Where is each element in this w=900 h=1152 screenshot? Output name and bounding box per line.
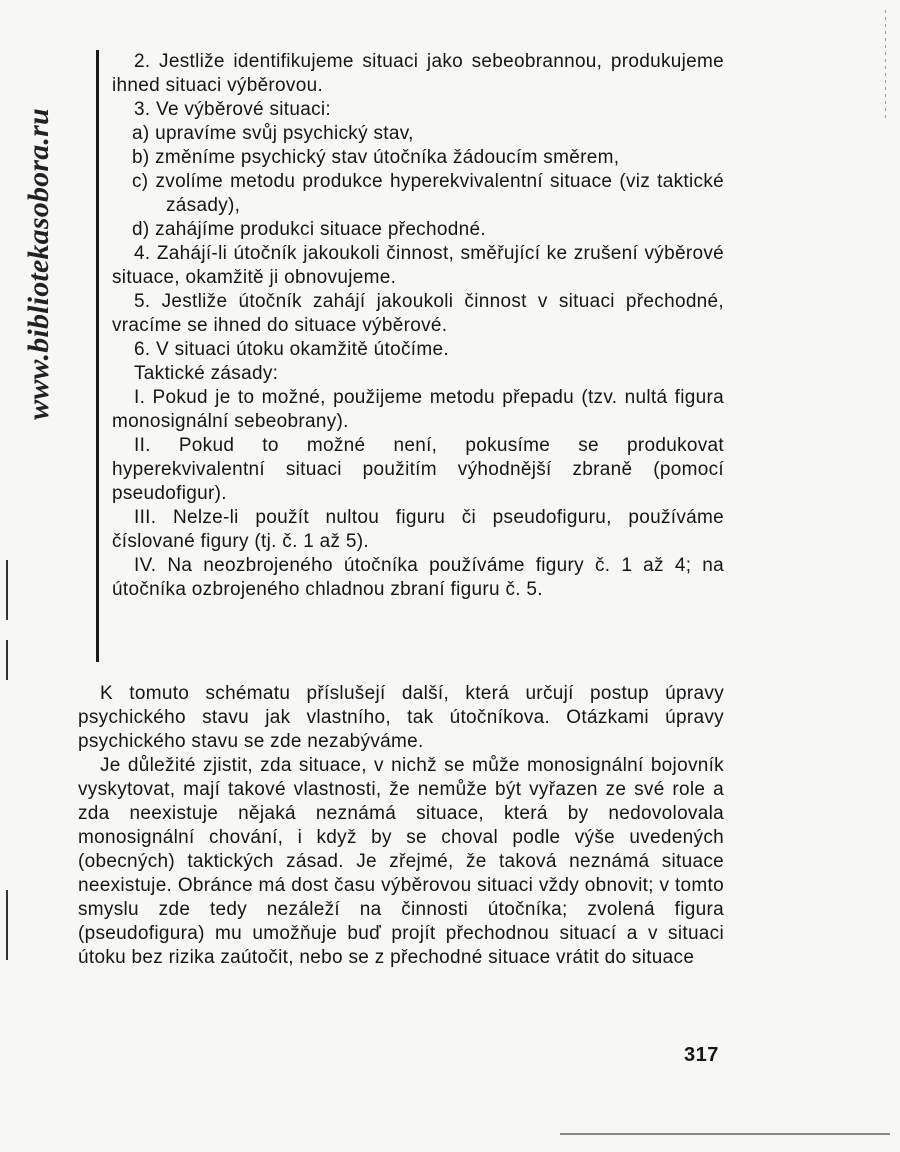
scan-edge-mark (6, 640, 8, 680)
rule-3c: c) zvolíme metodu produkce hyperekvivalentní situace (viz taktické zásady), (132, 171, 724, 216)
scan-edge-mark (6, 890, 8, 960)
tactics-heading: Taktické zásady: (134, 363, 279, 384)
body-paragraph-1: K tomuto schématu příslušejí další, která určují postup úpravy psychického stavu jak vlastního, tak útočníkova. Otázkami úpravy psychického stavu se zde nezabýváme. (78, 683, 724, 752)
tactic-4: IV. Na neozbrojeného útočníka používáme figury č. 1 až 4; na útočníka ozbrojeného chladnou zbraní figuru č. 5. (112, 555, 724, 600)
scan-edge-mark (6, 560, 8, 620)
rule-4: 4. Zahájí-li útočník jakoukoli činnost, směřující ke zrušení výběrové situace, okamžitě ji obnovujeme. (112, 243, 724, 288)
scan-bottom-line (560, 1133, 890, 1135)
body-text (78, 682, 724, 970)
boxed-section-rule (96, 50, 99, 662)
rules-section (112, 50, 724, 602)
rule-2: 2. Jestliže identifikujeme situaci jako sebeobrannou, produkujeme ihned situaci výběrovou. (112, 51, 724, 96)
rule-3d: d) zahájíme produkci situace přechodné. (132, 219, 486, 240)
scan-right-edge (885, 10, 886, 120)
rule-6: 6. V situaci útoku okamžitě útočíme. (134, 339, 449, 360)
rule-3b: b) změníme psychický stav útočníka žádoucím směrem, (132, 147, 620, 168)
body-paragraph-2: Je důležité zjistit, zda situace, v nichž se může monosignální bojovník vyskytovat, mají takové vlastnosti, že nemůže být vyřazen ze své role a zda neexistuje nějaká neznámá situace, která by nedovolovala monosignální chování, i když by se choval podle výše uvedených (obecných) taktických zásad. Je zřejmé, že taková neznámá situace neexistuje. Obránce má dost času výběrovou situaci vždy obnovit; v tomto smyslu zde tedy nezáleží na činnosti útočníka; zvolená figura (pseudofigura) mu umožňuje buď projít přechodnou situací a v situaci útoku bez rizika zaútočit, nebo se z přechodné situace vrátit do situace (78, 755, 724, 968)
tactic-2: II. Pokud to možné není, pokusíme se produkovat hyperekvivalentní situaci použitím výhodnější zbraně (pomocí pseudofigur). (112, 435, 724, 504)
rule-5: 5. Jestliže útočník zahájí jakoukoli činnost v situaci přechodné, vracíme se ihned do situace výběrové. (112, 291, 724, 336)
watermark-url: www.bibliotekasobora.ru (22, 108, 55, 420)
rule-3a: a) upravíme svůj psychický stav, (132, 123, 414, 144)
tactic-1: I. Pokud je to možné, použijeme metodu přepadu (tzv. nultá figura monosignální sebeobrany). (112, 387, 724, 432)
page-number: 317 (684, 1044, 719, 1066)
tactic-3: III. Nelze-li použít nultou figuru či pseudofiguru, používáme číslované figury (tj. č. 1 až 5). (112, 507, 724, 552)
rule-3: 3. Ve výběrové situaci: (134, 99, 332, 120)
